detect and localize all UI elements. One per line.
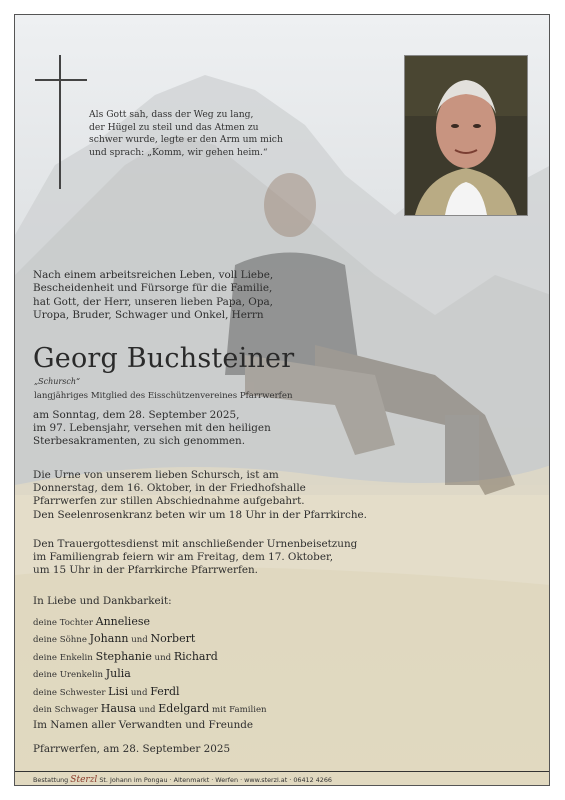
service-line: Den Trauergottesdienst mit anschließender Urnenbeisetzung xyxy=(33,538,358,550)
death-line: im 97. Lebensjahr, versehen mit den heiligen xyxy=(33,422,271,435)
mourner-row: deine Urenkelin Julia xyxy=(33,667,131,680)
mourner-row: dein Schwager Hausa und Edelgard mit Familien xyxy=(33,702,267,715)
death-paragraph xyxy=(33,409,393,449)
deceased-nickname: „Schursch“ xyxy=(34,377,81,386)
mourners-heading: In Liebe und Dankbarkeit: xyxy=(33,595,172,607)
mourner-row: deine Schwester Lisi und Ferdl xyxy=(33,685,180,698)
cross-horizontal xyxy=(35,79,87,81)
verse-line: schwer wurde, legte er den Arm um mich xyxy=(89,134,283,145)
verse-line: der Hügel zu steil und das Atmen zu xyxy=(89,121,259,133)
urn-line: Donnerstag, dem 16. Oktober, in der Friedhofshalle xyxy=(33,482,306,495)
footer xyxy=(33,775,332,785)
intro-text xyxy=(33,269,373,323)
intro-line: Nach einem arbeitsreichen Leben, voll Liebe, xyxy=(33,269,274,281)
intro-line: Uropa, Bruder, Schwager und Onkel, Herrn xyxy=(33,309,264,322)
service-line: um 15 Uhr in der Pfarrkirche Pfarrwerfen. xyxy=(33,564,258,577)
mourner-row: deine Söhne Johann und Norbert xyxy=(33,632,196,645)
service-line: im Familiengrab feiern wir am Freitag, dem 17. Oktober, xyxy=(33,551,334,564)
service-paragraph xyxy=(33,538,393,578)
urn-line: Den Seelenrosenkranz beten wir um 18 Uhr in der Pfarrkirche. xyxy=(33,508,367,521)
cross-vertical xyxy=(59,55,61,189)
urn-line: Pfarrwerfen zur stillen Abschiednahme aufgebahrt. xyxy=(33,495,305,508)
urn-line: Die Urne von unserem lieben Schursch, ist am xyxy=(33,469,279,481)
intro-line: hat Gott, der Herr, unseren lieben Papa, Opa, xyxy=(33,295,273,308)
verse-line: und sprach: „Komm, wir gehen heim.“ xyxy=(89,146,268,158)
obituary-card xyxy=(14,14,550,786)
place-date: Pfarrwerfen, am 28. September 2025 xyxy=(33,743,231,755)
footer-divider xyxy=(15,771,550,772)
funeral-home-logo: Sterzl xyxy=(70,775,98,785)
footer-text: St. Johann im Pongau · Altenmarkt · Werfen · www.sterzl.at · 06412 4266 xyxy=(97,776,332,784)
death-line: Sterbesakramenten, zu sich genommen. xyxy=(33,435,246,448)
verse-line: Als Gott sah, dass der Weg zu lang, xyxy=(89,109,254,120)
mourners-closing: Im Namen aller Verwandten und Freunde xyxy=(33,719,254,731)
intro-line: Bescheidenheit und Fürsorge für die Familie, xyxy=(33,282,273,295)
deceased-name: Georg Buchsteiner xyxy=(33,343,295,374)
death-line: am Sonntag, dem 28. September 2025, xyxy=(33,409,240,421)
mourner-row: deine Tochter Anneliese xyxy=(33,615,150,628)
urn-paragraph xyxy=(33,469,393,522)
footer-prefix: Bestattung xyxy=(33,776,71,784)
deceased-membership: langjähriges Mitglied des Eisschützenvereines Pfarrwerfen xyxy=(34,391,293,401)
memorial-verse xyxy=(89,109,299,159)
portrait-photo xyxy=(404,55,528,216)
mourner-row: deine Enkelin Stephanie und Richard xyxy=(33,650,218,663)
